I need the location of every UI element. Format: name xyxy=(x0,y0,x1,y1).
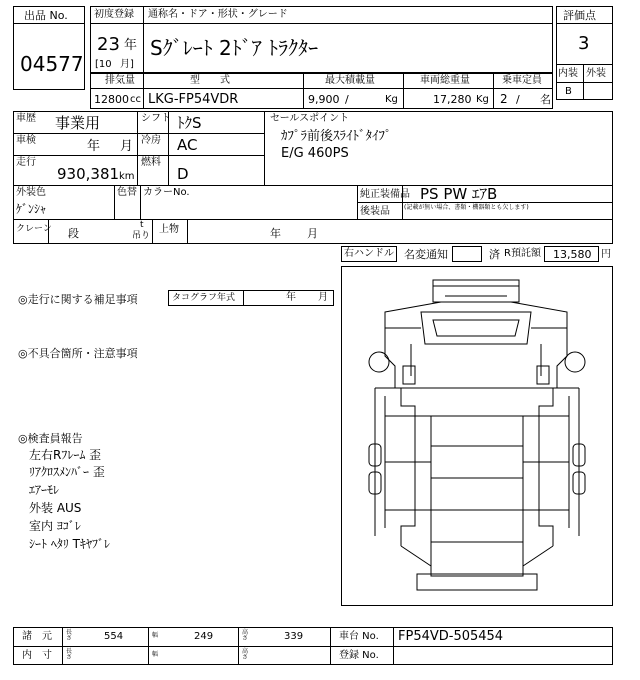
seats-slash: / xyxy=(516,93,520,106)
seats-label: 乗車定員 xyxy=(502,75,542,86)
chassis-value: FP54VD-505454 xyxy=(398,629,504,644)
right-hand-label: 右ハンドル xyxy=(344,248,394,259)
mileage-label: 走行 xyxy=(16,157,36,168)
mileage-unit: km xyxy=(119,171,135,182)
length-value: 554 xyxy=(104,631,124,642)
crane-label: クレーン xyxy=(16,224,52,234)
capacity-label: 最大積載量 xyxy=(325,75,375,86)
fuel-value: D xyxy=(177,165,189,183)
displacement-unit: cc xyxy=(130,94,141,105)
name-change-box xyxy=(452,246,482,262)
tachograph-year: 年 xyxy=(286,292,296,303)
report-line: 外装 AUS xyxy=(29,501,82,515)
chassis-label: 車台 No. xyxy=(339,631,379,642)
ext-color-value: ｹﾞﾝｼｬ xyxy=(16,202,47,216)
tachograph-label: タコグラフ年式 xyxy=(172,293,236,303)
inner-length-label: 長さ xyxy=(66,648,73,661)
car-name: Sｸﾞﾚｰﾄ 2ﾄﾞｱ ﾄﾗｸﾀｰ xyxy=(150,36,319,60)
reg-month-unit: 月] xyxy=(120,59,134,70)
size-label: 諸 元 xyxy=(22,631,52,642)
reg-year-unit: 年 xyxy=(124,38,138,53)
model-value: LKG-FP54VDR xyxy=(148,92,239,107)
inspection-label: 車検 xyxy=(16,135,36,146)
upper-year: 年 xyxy=(270,227,281,240)
seats-value: 2 xyxy=(500,92,508,106)
equipment-label: 純正装備品 xyxy=(360,189,410,200)
recycle-yen: 円 xyxy=(601,249,611,260)
gross-weight-value: 17,280 xyxy=(433,93,472,106)
recycle-deposit-value: 13,580 xyxy=(553,248,592,261)
inner-height-label: 高さ xyxy=(242,648,249,661)
width-label: 幅 xyxy=(152,632,159,639)
recycle-deposit-label: R預託額 xyxy=(504,248,541,259)
reg-month: [10 xyxy=(95,59,112,70)
mileage-value: 930,381 xyxy=(57,165,120,183)
recycle-label: 済 xyxy=(489,248,500,261)
shift-label: シフト xyxy=(141,113,171,124)
history-value: 事業用 xyxy=(55,114,101,132)
inspector-report-label: ◎検査員報告 xyxy=(18,432,83,445)
ac-label: 冷房 xyxy=(141,135,161,146)
ac-value: AC xyxy=(177,136,198,154)
aftermarket-note: (記載が無い場合、書類・機器類とも欠します) xyxy=(404,204,529,211)
ext-color-label: 外装色 xyxy=(16,187,46,198)
exterior-label: 外装 xyxy=(586,68,606,79)
history-label: 車歴 xyxy=(16,113,36,124)
crane-ton: t xyxy=(140,220,144,230)
displacement-label: 排気量 xyxy=(105,75,135,86)
first-reg-label: 初度登録 xyxy=(94,9,134,20)
equipment-value: PS PW ｴｱB xyxy=(420,185,498,203)
model-label: 型 式 xyxy=(190,75,230,86)
reg-year: 23 xyxy=(97,34,120,55)
driving-notes-label: ◎走行に関する補足事項 xyxy=(18,293,138,306)
sales-point-line2: E/G 460PS xyxy=(281,146,349,161)
lot-label: 出品 No. xyxy=(24,9,68,22)
lot-number: 04577 xyxy=(20,52,84,76)
reg-no-label: 登録 No. xyxy=(339,650,379,661)
capacity-unit: Kg xyxy=(385,94,398,105)
height-label: 高さ xyxy=(242,629,249,642)
gross-weight-label: 車両総重量 xyxy=(420,75,470,86)
interior-label: 内装 xyxy=(558,68,578,79)
interior-grade: B xyxy=(565,86,572,97)
report-line: 左右Rﾌﾚｰﾑ 歪 xyxy=(29,448,102,462)
grade-value: 3 xyxy=(578,33,590,54)
report-line: 室内 ﾖｺﾞﾚ xyxy=(29,519,81,533)
displacement-value: 12800 xyxy=(94,93,129,106)
color-code-label: カラーNo. xyxy=(143,187,190,198)
upper-month: 月 xyxy=(307,227,318,240)
seats-unit: 名 xyxy=(540,93,551,106)
upper-label: 上物 xyxy=(159,224,179,235)
report-line: ﾘｱｸﾛｽﾒﾝﾊﾞｰ 歪 xyxy=(29,465,105,479)
capacity-value: 9,900 xyxy=(308,93,340,106)
aftermarket-label: 後装品 xyxy=(360,206,390,217)
height-value: 339 xyxy=(284,631,304,642)
report-line: ｴｱｰﾓﾚ xyxy=(29,483,60,497)
truck-diagram xyxy=(341,266,613,606)
crane-hang: 吊り xyxy=(132,231,151,241)
fuel-label: 燃料 xyxy=(141,157,161,168)
defects-label: ◎不具合箇所・注意事項 xyxy=(18,347,138,360)
car-name-label: 通称名・ドア・形状・グレード xyxy=(148,9,288,20)
inner-label: 内 寸 xyxy=(22,650,52,661)
capacity-slash: / xyxy=(345,93,349,106)
tachograph-month: 月 xyxy=(318,292,328,303)
name-change-label: 名変通知 xyxy=(404,248,448,261)
gross-weight-unit: Kg xyxy=(476,94,489,105)
grade-label: 評価点 xyxy=(563,9,596,22)
sales-point-line1: ｶﾌﾟﾗ前後ｽﾗｲﾄﾞﾀｲﾌﾟ xyxy=(281,129,392,144)
inspection-month: 月 xyxy=(120,139,134,154)
color-change-label: 色替 xyxy=(117,187,137,198)
shift-value: ﾄｸS xyxy=(177,114,202,132)
crane-stage: 段 xyxy=(68,227,79,240)
sales-point-label: セールスポイント xyxy=(270,113,350,124)
report-line: ｼｰﾄ ﾍﾀﾘ Tｷﾔﾌﾞﾚ xyxy=(29,537,110,551)
width-value: 249 xyxy=(194,631,214,642)
inspection-year: 年 xyxy=(87,139,101,154)
inner-width-label: 幅 xyxy=(152,651,159,658)
length-label: 長さ xyxy=(66,629,73,642)
